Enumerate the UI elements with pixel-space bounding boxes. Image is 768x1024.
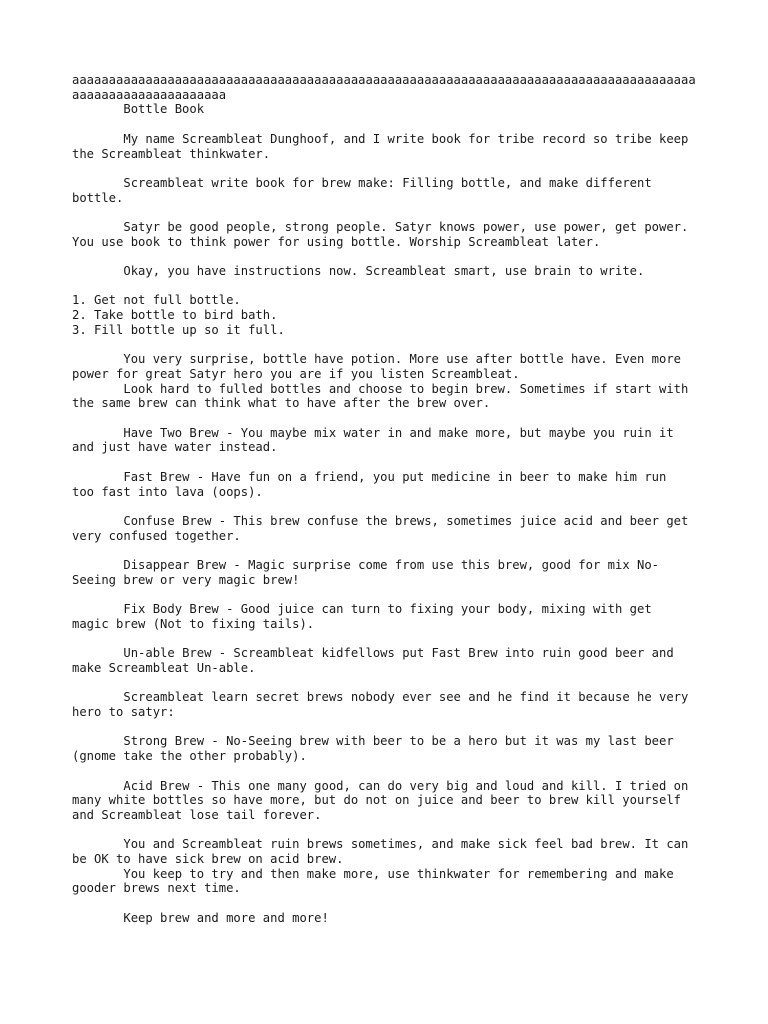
- paragraph-strong-brew: Strong Brew - No-Seeing brew with beer to be a hero but it was my last beer (gnome take the other probably).: [72, 734, 674, 764]
- spacer: [72, 823, 702, 838]
- paragraph-fix-body-brew: Fix Body Brew - Good juice can turn to fixing your body, mixing with get magic brew (Not to fixing tails).: [72, 602, 652, 631]
- paragraph-acid-brew: Acid Brew - This one many good, can do very big and loud and kill. I tried on many white bottles so have more, but do not on juice and beer to brew kill yourself and Screambleat lose tail forever.: [72, 778, 689, 822]
- spacer: [72, 587, 702, 602]
- paragraph-unable-brew: Un-able Brew - Screambleat kidfellows put Fast Brew into ruin good beer and make Screambleat Un-able.: [72, 646, 674, 675]
- instructions-list: 1. Get not full bottle. 2. Take bottle to bird bath. 3. Fill bottle up so it full.: [72, 293, 285, 337]
- spacer: [72, 338, 702, 353]
- header-line: aaaaaaaaaaaaaaaaaaaaaaaaaaaaaaaaaaaaaaaaaaaaaaaaaaaaaaaaaaaaaaaaaaaaaaaaaaaaaaaaaaaaaaaaaaaaaaaaaaaaaaaaaa: [72, 73, 696, 102]
- spacer: [72, 764, 702, 779]
- paragraph-closing: Keep brew and more and more!: [72, 910, 329, 925]
- spacer: [72, 117, 702, 132]
- document-title: Bottle Book: [72, 102, 205, 117]
- spacer: [72, 411, 702, 426]
- paragraph-purpose: Screambleat write book for brew make: Filling bottle, and make different bottle.: [72, 175, 652, 205]
- paragraph-secret-brews: Screambleat learn secret brews nobody ever see and he find it because he very hero to satyr:: [72, 690, 689, 720]
- document-page: [72, 73, 702, 926]
- spacer: [72, 543, 702, 558]
- paragraph-confuse-brew: Confuse Brew - This brew confuse the brews, sometimes juice acid and beer get very confused together.: [72, 513, 689, 543]
- paragraph-satyr: Satyr be good people, strong people. Satyr knows power, use power, get power. You use book to think power for using bottle. Worship Screambleat later.: [72, 219, 689, 249]
- spacer: [72, 249, 702, 264]
- paragraph-fast-brew: Fast Brew - Have fun on a friend, you put medicine in beer to make him run too fast into lava (oops).: [72, 469, 667, 499]
- spacer: [72, 499, 702, 514]
- spacer: [72, 161, 702, 176]
- spacer: [72, 279, 702, 294]
- spacer: [72, 896, 702, 911]
- paragraph-intro: My name Screambleat Dunghoof, and I write book for tribe record so tribe keep the Screambleat thinkwater.: [72, 131, 689, 161]
- paragraph-ruin-brews: You and Screambleat ruin brews sometimes, and make sick feel bad brew. It can be OK to have sick brew on acid brew. You keep to try and then make more, use thinkwater for remembering and make gooder brews next time.: [72, 837, 689, 896]
- paragraph-instructions-intro: Okay, you have instructions now. Screambleat smart, use brain to write.: [72, 264, 645, 279]
- spacer: [72, 205, 702, 220]
- paragraph-two-brew: Have Two Brew - You maybe mix water in and make more, but maybe you ruin it and just have water instead.: [72, 425, 674, 455]
- paragraph-surprise: You very surprise, bottle have potion. More use after bottle have. Even more power for great Satyr hero you are if you listen Screambleat. Look hard to fulled bottles and choose to begin brew. Sometimes if start with the same brew can think what to have after the brew over.: [72, 352, 689, 411]
- spacer: [72, 455, 702, 470]
- spacer: [72, 676, 702, 691]
- spacer: [72, 720, 702, 735]
- paragraph-disappear-brew: Disappear Brew - Magic surprise come from use this brew, good for mix No- Seeing brew or very magic brew!: [72, 558, 660, 587]
- spacer: [72, 632, 702, 647]
